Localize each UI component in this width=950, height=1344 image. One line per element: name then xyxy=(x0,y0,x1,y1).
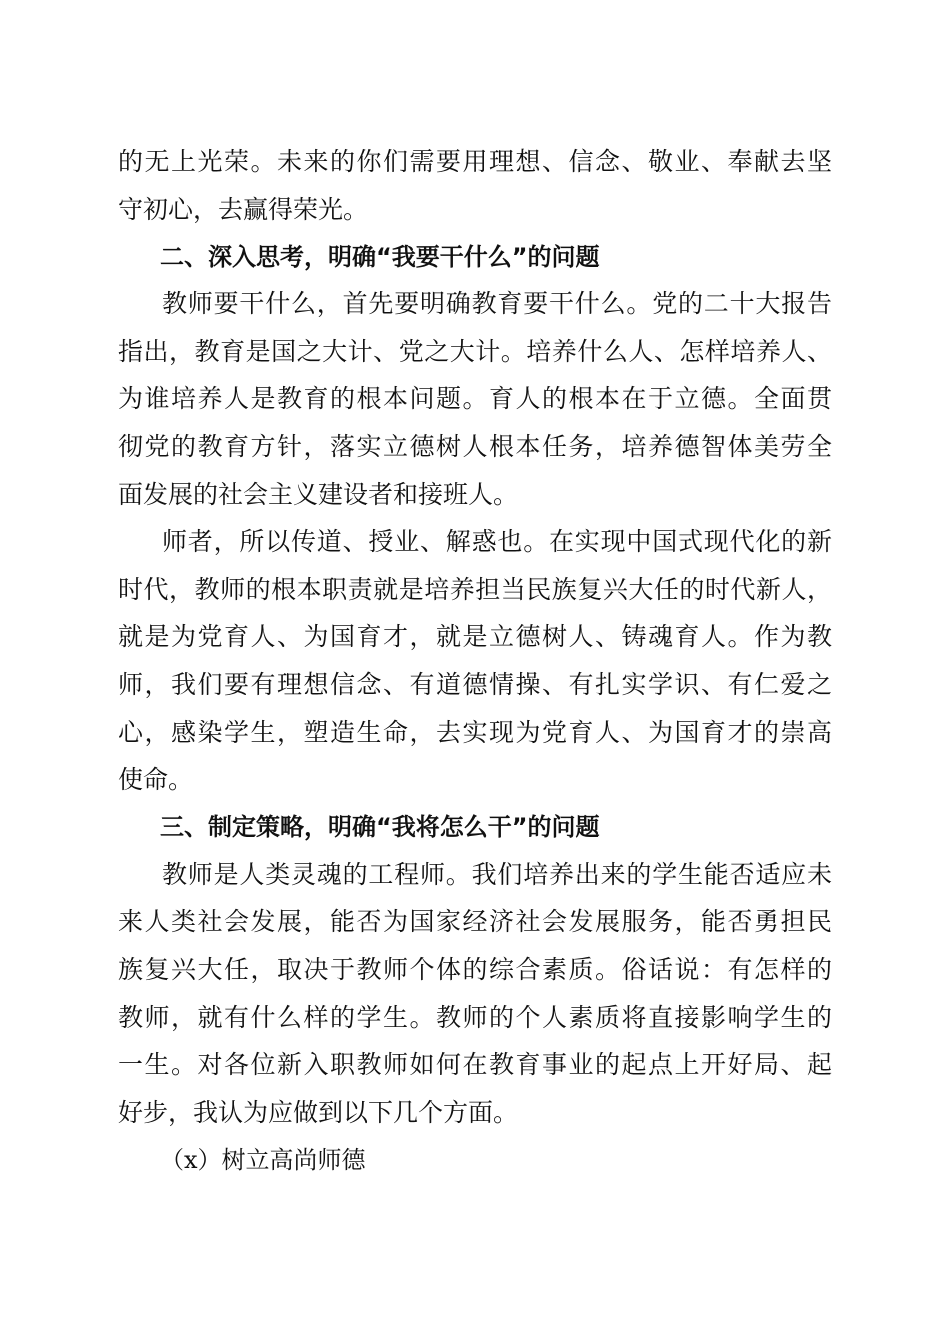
section-heading: 二、深入思考，明确“我要干什么”的问题 xyxy=(160,243,600,271)
paragraph-line: 就是为党育人、为国育才，就是立德树人、铸魂育人。作为教 xyxy=(118,622,832,651)
paragraph-line: 的无上光荣。未来的你们需要用理想、信念、敬业、奉献去坚 xyxy=(118,147,832,176)
subsection-heading: （x）树立高尚师德 xyxy=(160,1146,366,1174)
paragraph-line: 教师要干什么，首先要明确教育要干什么。党的二十大报告 xyxy=(162,289,832,318)
paragraph-line: 来人类社会发展，能否为国家经济社会发展服务，能否勇担民 xyxy=(118,907,832,936)
paragraph-line: 师，我们要有理想信念、有道德情操、有扎实学识、有仁爱之 xyxy=(118,670,832,699)
paragraph-line: 指出，教育是国之大计、党之大计。培养什么人、怎样培养人、 xyxy=(118,337,832,366)
paragraph-line: 面发展的社会主义建设者和接班人。 xyxy=(118,480,519,509)
paragraph-line: 为谁培养人是教育的根本问题。育人的根本在于立德。全面贯 xyxy=(118,384,832,413)
section-heading: 三、制定策略，明确“我将怎么干”的问题 xyxy=(160,813,600,841)
paragraph-line: 好步，我认为应做到以下几个方面。 xyxy=(118,1098,519,1127)
paragraph-line: 教师，就有什么样的学生。教师的个人素质将直接影响学生的 xyxy=(118,1003,832,1032)
paragraph-line: 心，感染学生，塑造生命，去实现为党育人、为国育才的崇高 xyxy=(118,718,832,747)
paragraph-line: 使命。 xyxy=(118,765,194,794)
paragraph-line: 时代，教师的根本职责就是培养担当民族复兴大任的时代新人， xyxy=(118,575,832,604)
paragraph-line: 一生。对各位新入职教师如何在教育事业的起点上开好局、起 xyxy=(118,1050,832,1079)
paragraph-line: 教师是人类灵魂的工程师。我们培养出来的学生能否适应未 xyxy=(162,860,832,889)
paragraph-line: 师者，所以传道、授业、解惑也。在实现中国式现代化的新 xyxy=(162,527,832,556)
paragraph-line: 彻党的教育方针，落实立德树人根本任务，培养德智体美劳全 xyxy=(118,432,832,461)
paragraph-line: 族复兴大任，取决于教师个体的综合素质。俗话说：有怎样的 xyxy=(118,955,832,984)
paragraph-line: 守初心，去赢得荣光。 xyxy=(118,195,369,224)
